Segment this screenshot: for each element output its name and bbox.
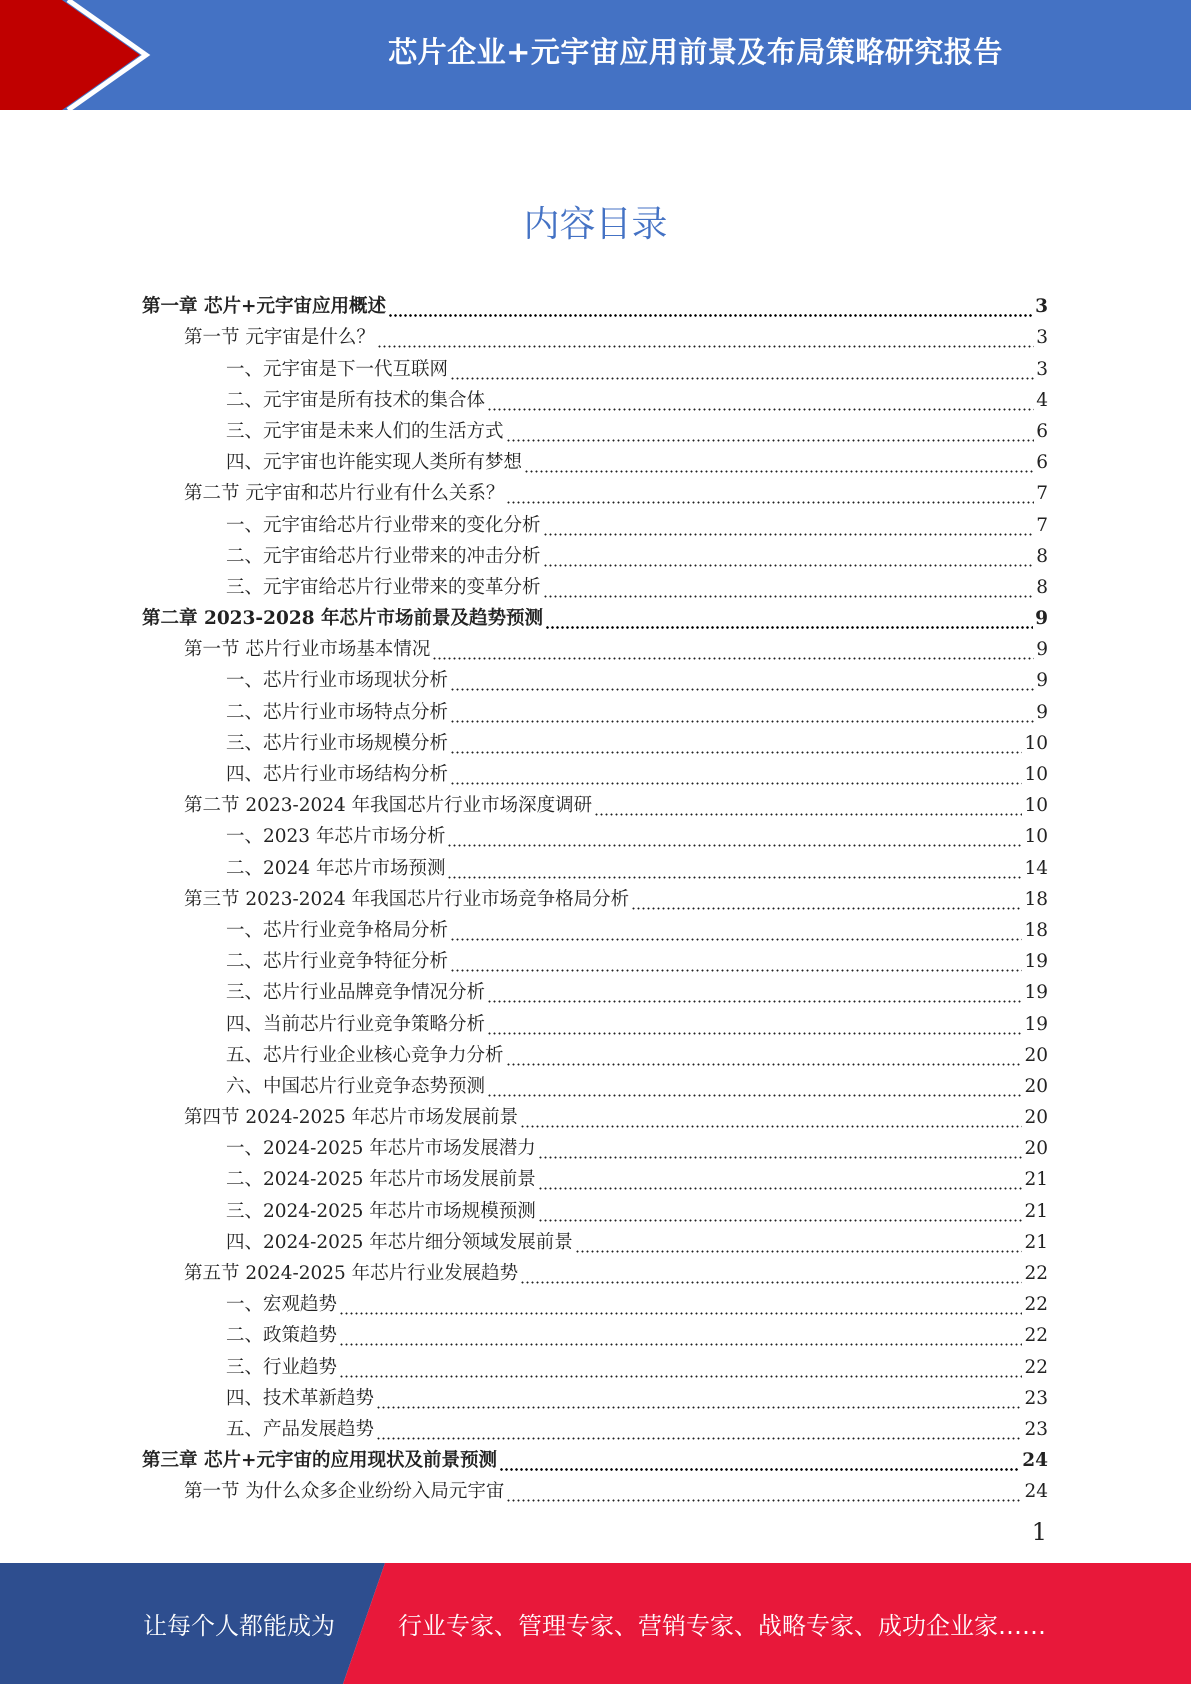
- toc-subsection-entry[interactable]: [142, 848, 1048, 879]
- toc-entry-page: 20: [1024, 1075, 1048, 1097]
- toc-entry-page: 19: [1024, 982, 1048, 1004]
- toc-dot-leader: [538, 1138, 1023, 1160]
- toc-entry-page: 19: [1024, 1013, 1048, 1035]
- toc-dot-leader: [543, 515, 1035, 537]
- toc-section-entry[interactable]: [142, 786, 1048, 817]
- report-title: 芯片企业+元宇宙应用前景及布局策略研究报告: [388, 34, 1003, 69]
- toc-dot-leader: [543, 546, 1035, 568]
- toc-subsection-entry[interactable]: [142, 1316, 1048, 1347]
- toc-dot-leader: [339, 1325, 1022, 1347]
- toc-entry-page: 21: [1024, 1231, 1048, 1253]
- toc-subsection-entry[interactable]: [142, 1285, 1048, 1316]
- toc-dot-leader: [487, 982, 1022, 1004]
- toc-entry-label: 二、元宇宙给芯片行业带来的冲击分析: [226, 545, 541, 567]
- toc-subsection-entry[interactable]: [142, 1379, 1048, 1410]
- toc-entry-label: 第二章 2023-2028 年芯片市场前景及趋势预测: [142, 608, 544, 630]
- toc-entry-page: 19: [1024, 951, 1048, 973]
- toc-dot-leader: [450, 702, 1034, 724]
- toc-chapter-entry[interactable]: [142, 287, 1048, 318]
- toc-entry-page: 9: [1036, 701, 1048, 723]
- toc-entry-page: 23: [1024, 1387, 1048, 1409]
- toc-subsection-entry[interactable]: [142, 661, 1048, 692]
- toc-dot-leader: [520, 1263, 1022, 1285]
- toc-subsection-entry[interactable]: [142, 1410, 1048, 1441]
- toc-entry-label: 一、元宇宙是下一代互联网: [226, 358, 449, 380]
- toc-subsection-entry[interactable]: [142, 1129, 1048, 1160]
- toc-entry-page: 10: [1024, 795, 1048, 817]
- toc-entry-label: 三、元宇宙给芯片行业带来的变革分析: [226, 576, 541, 598]
- toc-subsection-entry[interactable]: [142, 1347, 1048, 1378]
- toc-section-entry[interactable]: [142, 880, 1048, 911]
- toc-subsection-entry[interactable]: [142, 537, 1048, 568]
- toc-entry-label: 二、芯片行业竞争特征分析: [226, 951, 449, 973]
- toc-entry-label: 第五节 2024-2025 年芯片行业发展趋势: [184, 1263, 519, 1284]
- toc-entry-page: 24: [1024, 1481, 1048, 1503]
- toc-entry-label: 四、元宇宙也许能实现人类所有梦想: [226, 452, 523, 474]
- toc-entry-page: 21: [1024, 1169, 1048, 1191]
- toc-entry-label: 五、芯片行业企业核心竞争力分析: [226, 1044, 504, 1066]
- toc-dot-leader: [524, 452, 1034, 474]
- toc-dot-leader: [432, 639, 1034, 661]
- toc-entry-label: 第二节 元宇宙和芯片行业有什么关系？: [184, 483, 505, 505]
- toc-dot-leader: [543, 577, 1035, 599]
- toc-entry-label: 第一节 芯片行业市场基本情况: [184, 639, 431, 661]
- toc-entry-label: 三、元宇宙是未来人们的生活方式: [226, 420, 504, 442]
- toc-dot-leader: [450, 951, 1022, 973]
- toc-subsection-entry[interactable]: [142, 1223, 1048, 1254]
- toc-dot-leader: [538, 1169, 1023, 1191]
- toc-dot-leader: [376, 1388, 1022, 1410]
- footer-slogan-right: 行业专家、管理专家、营销专家、战略专家、成功企业家……: [398, 1612, 1046, 1640]
- toc-section-entry[interactable]: [142, 630, 1048, 661]
- toc-chapter-entry[interactable]: [142, 599, 1048, 630]
- toc-section-entry[interactable]: [142, 1254, 1048, 1285]
- toc-dot-leader: [388, 296, 1033, 318]
- toc-subsection-entry[interactable]: [142, 942, 1048, 973]
- toc-entry-label: 第四节 2024-2025 年芯片市场发展前景: [184, 1107, 519, 1129]
- toc-entry-page: 10: [1024, 826, 1048, 848]
- toc-entry-page: 4: [1036, 389, 1048, 411]
- toc-entry-label: 二、2024 年芯片市场预测: [226, 857, 446, 879]
- toc-dot-leader: [487, 1014, 1022, 1036]
- toc-entry-label: 第三章 芯片+元宇宙的应用现状及前景预测: [142, 1450, 497, 1472]
- toc-dot-leader: [447, 858, 1022, 880]
- toc-entry-label: 二、2024-2025 年芯片市场发展前景: [226, 1169, 536, 1191]
- toc-entry-label: 一、宏观趋势: [226, 1294, 338, 1316]
- toc-subsection-entry[interactable]: [142, 1004, 1048, 1035]
- toc-dot-leader: [339, 1357, 1022, 1379]
- toc-entry-label: 二、元宇宙是所有技术的集合体: [226, 389, 486, 411]
- toc-entry-label: 一、芯片行业市场现状分析: [226, 670, 449, 692]
- toc-subsection-entry[interactable]: [142, 443, 1048, 474]
- toc-entry-label: 第三节 2023-2024 年我国芯片行业市场竞争格局分析: [184, 888, 630, 910]
- toc-dot-leader: [506, 483, 1034, 505]
- toc-subsection-entry[interactable]: [142, 973, 1048, 1004]
- toc-subsection-entry[interactable]: [142, 1067, 1048, 1098]
- footer-slogan-left: 让每个人都能成为: [143, 1612, 335, 1640]
- toc-subsection-entry[interactable]: [142, 349, 1048, 380]
- toc-dot-leader: [545, 608, 1033, 630]
- toc-subsection-entry[interactable]: [142, 412, 1048, 443]
- toc-subsection-entry[interactable]: [142, 692, 1048, 723]
- toc-entry-page: 9: [1036, 670, 1048, 692]
- toc-dot-leader: [339, 1294, 1022, 1316]
- toc-subsection-entry[interactable]: [142, 817, 1048, 848]
- toc-dot-leader: [506, 1481, 1022, 1503]
- toc-dot-leader: [575, 1232, 1023, 1254]
- toc-entry-page: 3: [1035, 296, 1048, 318]
- toc-section-entry[interactable]: [142, 1472, 1048, 1503]
- footer-banner: [0, 1563, 1191, 1684]
- toc-entry-page: 8: [1036, 576, 1048, 598]
- toc-dot-leader: [447, 826, 1022, 848]
- toc-dot-leader: [450, 359, 1034, 381]
- toc-entry-page: 22: [1024, 1263, 1048, 1284]
- toc-subsection-entry[interactable]: [142, 724, 1048, 755]
- toc-dot-leader: [506, 1045, 1023, 1067]
- toc-subsection-entry[interactable]: [142, 1036, 1048, 1067]
- toc-subsection-entry[interactable]: [142, 1160, 1048, 1191]
- toc-entry-page: 22: [1024, 1356, 1048, 1378]
- toc-subsection-entry[interactable]: [142, 755, 1048, 786]
- toc-entry-page: 22: [1024, 1325, 1048, 1347]
- table-of-contents: [142, 287, 1048, 1503]
- toc-entry-label: 一、元宇宙给芯片行业带来的变化分析: [226, 514, 541, 536]
- toc-entry-page: 3: [1036, 327, 1048, 349]
- toc-entry-label: 四、技术革新趋势: [226, 1387, 375, 1409]
- toc-dot-leader: [631, 889, 1022, 911]
- toc-chapter-entry[interactable]: [142, 1441, 1048, 1472]
- toc-dot-leader: [520, 1107, 1022, 1129]
- toc-dot-leader: [594, 795, 1022, 817]
- toc-entry-page: 23: [1024, 1418, 1048, 1440]
- toc-entry-page: 7: [1036, 514, 1048, 536]
- page-number: 1: [1031, 1518, 1047, 1546]
- toc-entry-label: 三、芯片行业市场规模分析: [226, 732, 449, 754]
- toc-dot-leader: [450, 920, 1022, 942]
- toc-entry-label: 一、2023 年芯片市场分析: [226, 826, 446, 848]
- toc-entry-page: 22: [1024, 1294, 1048, 1316]
- toc-subsection-entry[interactable]: [142, 911, 1048, 942]
- toc-entry-page: 10: [1024, 764, 1048, 785]
- toc-dot-leader: [487, 1076, 1022, 1098]
- toc-entry-label: 第一章 芯片+元宇宙应用概述: [142, 296, 386, 318]
- toc-entry-page: 18: [1024, 919, 1048, 941]
- toc-entry-page: 8: [1036, 545, 1048, 567]
- toc-subsection-entry[interactable]: [142, 568, 1048, 599]
- toc-heading: 内容目录: [523, 204, 668, 245]
- toc-subsection-entry[interactable]: [142, 381, 1048, 412]
- toc-entry-label: 三、2024-2025 年芯片市场规模预测: [226, 1200, 536, 1222]
- toc-section-entry[interactable]: [142, 1098, 1048, 1129]
- toc-entry-page: 18: [1024, 888, 1048, 910]
- toc-section-entry[interactable]: [142, 318, 1048, 349]
- toc-entry-page: 21: [1024, 1200, 1048, 1222]
- toc-entry-label: 三、行业趋势: [226, 1356, 338, 1378]
- toc-entry-label: 第一节 元宇宙是什么？: [184, 327, 375, 349]
- toc-entry-label: 一、芯片行业竞争格局分析: [226, 919, 449, 941]
- toc-entry-label: 第二节 2023-2024 年我国芯片行业市场深度调研: [184, 795, 593, 817]
- toc-entry-page: 24: [1022, 1450, 1048, 1472]
- toc-entry-page: 6: [1036, 452, 1048, 474]
- toc-entry-label: 四、芯片行业市场结构分析: [226, 764, 449, 785]
- toc-entry-label: 一、2024-2025 年芯片市场发展潜力: [226, 1138, 536, 1160]
- toc-entry-page: 20: [1024, 1044, 1048, 1066]
- toc-entry-page: 6: [1036, 420, 1048, 442]
- toc-dot-leader: [377, 327, 1034, 349]
- toc-entry-label: 二、芯片行业市场特点分析: [226, 701, 449, 723]
- toc-entry-page: 10: [1024, 732, 1048, 754]
- toc-entry-label: 第一节 为什么众多企业纷纷入局元宇宙: [184, 1481, 505, 1503]
- header-banner: [0, 0, 1191, 110]
- toc-entry-page: 20: [1024, 1107, 1048, 1129]
- toc-dot-leader: [499, 1450, 1020, 1472]
- toc-entry-page: 9: [1035, 608, 1048, 630]
- toc-dot-leader: [538, 1201, 1023, 1223]
- toc-entry-label: 二、政策趋势: [226, 1325, 338, 1347]
- toc-entry-page: 3: [1036, 358, 1048, 380]
- toc-entry-page: 14: [1024, 857, 1048, 879]
- toc-entry-label: 六、中国芯片行业竞争态势预测: [226, 1075, 486, 1097]
- toc-entry-label: 四、当前芯片行业竞争策略分析: [226, 1013, 486, 1035]
- toc-dot-leader: [376, 1419, 1022, 1441]
- toc-entry-label: 四、2024-2025 年芯片细分领域发展前景: [226, 1231, 573, 1253]
- toc-dot-leader: [450, 764, 1022, 786]
- toc-entry-page: 20: [1024, 1138, 1048, 1160]
- toc-subsection-entry[interactable]: [142, 1191, 1048, 1222]
- toc-subsection-entry[interactable]: [142, 505, 1048, 536]
- toc-dot-leader: [450, 670, 1034, 692]
- toc-dot-leader: [487, 390, 1034, 412]
- toc-entry-page: 9: [1036, 639, 1048, 661]
- toc-dot-leader: [506, 421, 1035, 443]
- toc-entry-label: 三、芯片行业品牌竞争情况分析: [226, 982, 486, 1004]
- toc-section-entry[interactable]: [142, 474, 1048, 505]
- toc-entry-label: 五、产品发展趋势: [226, 1418, 375, 1440]
- toc-dot-leader: [450, 733, 1022, 755]
- toc-entry-page: 7: [1036, 483, 1048, 505]
